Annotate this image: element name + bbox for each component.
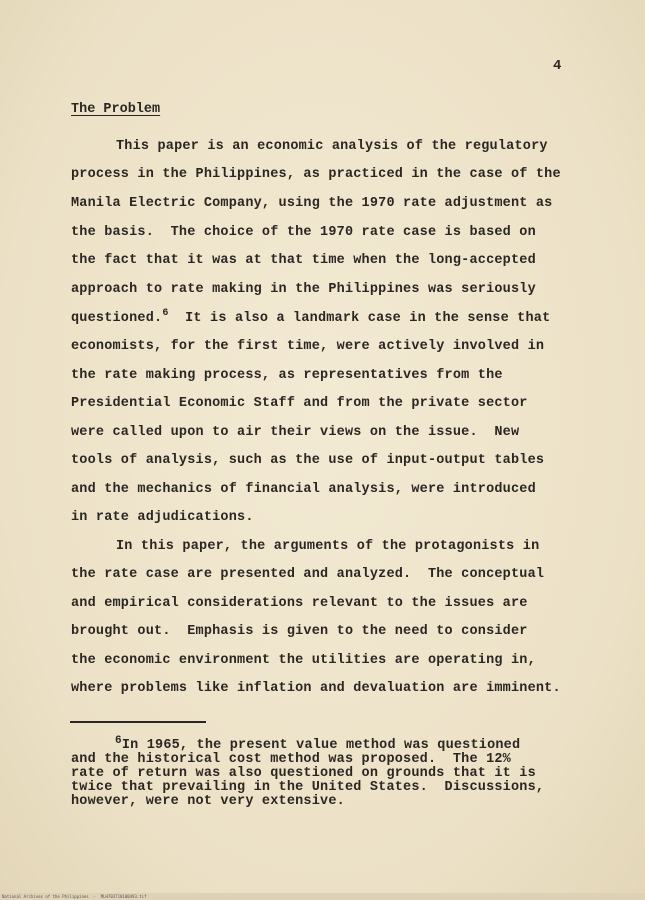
footnote-line: and the historical cost method was proposed. The 12% [71, 752, 511, 767]
footnote-line: rate of return was also questioned on grounds that it is [71, 766, 536, 781]
paragraph1-text: questioned. [71, 311, 163, 326]
section-heading: The Problem [71, 102, 161, 117]
archive-caption: National Archives of the Philippines · MLH703710100493.tif [2, 894, 147, 899]
paragraph2-line: brought out. Emphasis is given to the need to consider [71, 624, 528, 639]
footnote-text: In 1965, the present value method was questioned [121, 738, 521, 753]
paragraph1-line [71, 308, 551, 326]
footnote-reference: 6 [162, 308, 169, 319]
paragraph1-line: the fact that it was at that time when the long-accepted [71, 253, 536, 268]
paragraph2-line: where problems like inflation and devaluation are imminent. [71, 681, 561, 696]
paragraph1-text: It is also a landmark case in the sense that [168, 311, 551, 326]
paragraph1-line: the rate making process, as representatives from the [71, 368, 503, 383]
footnote-line: however, were not very extensive. [71, 794, 345, 809]
footnote-mark: 6 [115, 735, 122, 747]
paragraph1-line: Presidential Economic Staff and from the private sector [71, 396, 528, 411]
paragraph1-line: in rate adjudications. [71, 510, 254, 525]
paragraph1-line: economists, for the first time, were actively involved in [71, 339, 545, 354]
paragraph1-line: and the mechanics of financial analysis, were introduced [71, 482, 536, 497]
paragraph1-line: Manila Electric Company, using the 1970 rate adjustment as [71, 196, 553, 211]
footnote-divider [70, 721, 206, 723]
paragraph1-line: the basis. The choice of the 1970 rate case is based on [71, 225, 536, 240]
paragraph1-line: process in the Philippines, as practiced in the case of the [71, 167, 561, 182]
paragraph2-line: the economic environment the utilities are operating in, [71, 653, 536, 668]
paragraph1-line: approach to rate making in the Philippines was seriously [71, 282, 536, 297]
paragraph2-line: the rate case are presented and analyzed. The conceptual [71, 567, 545, 582]
paragraph2-line: and empirical considerations relevant to the issues are [71, 596, 528, 611]
footnote-line: twice that prevailing in the United States. Discussions, [71, 780, 545, 795]
paragraph1-line: were called upon to air their views on the issue. New [71, 425, 520, 440]
page-number: 4 [553, 58, 562, 74]
paragraph1-line: tools of analysis, such as the use of input-output tables [71, 453, 545, 468]
paragraph2-line: In this paper, the arguments of the protagonists in [116, 539, 540, 554]
paragraph1-line: This paper is an economic analysis of the regulatory [116, 139, 548, 154]
footnote-line [115, 735, 521, 753]
